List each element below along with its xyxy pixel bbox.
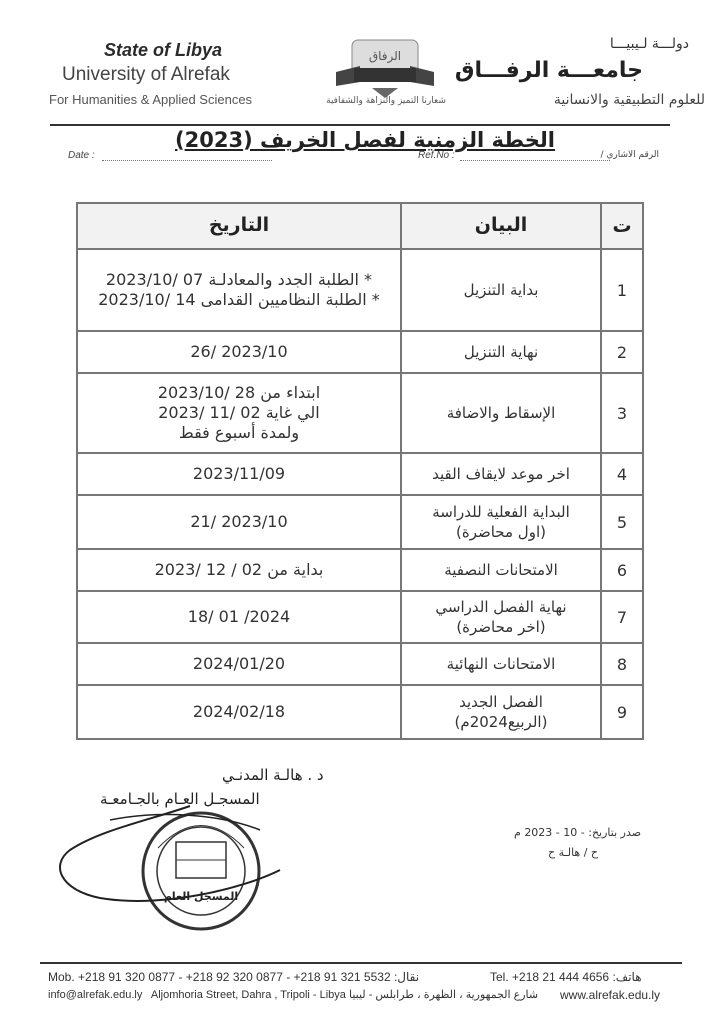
- footer-mobile: Mob. +218 91 320 0877 - +218 92 320 0877 - +218 91 321 5532 :نقال: [48, 970, 420, 984]
- row-desc: الامتحانات النهائية: [401, 643, 601, 685]
- row-date-line: بداية من 02 / 12 /2023: [154, 560, 324, 579]
- row-desc: [401, 685, 601, 739]
- table-row: [77, 331, 643, 373]
- row-num: 7: [601, 591, 643, 643]
- row-desc-line: نهاية الفصل الدراسي: [435, 597, 567, 616]
- ref-field-line: [460, 160, 610, 161]
- en-university-name: University of Alrefak: [62, 64, 230, 85]
- row-desc: نهاية التنزيل: [401, 331, 601, 373]
- schedule-table: [76, 202, 644, 740]
- issued-ref: ح / هالـة ح: [548, 846, 599, 859]
- university-logo: [332, 36, 438, 102]
- row-desc-line: البداية الفعلية للدراسة: [432, 502, 570, 521]
- row-desc-line: (اخر محاضرة): [456, 618, 546, 636]
- table-row: [77, 495, 643, 549]
- row-desc-line: الفصل الجديد: [459, 692, 543, 711]
- header-date: التاريخ: [77, 203, 401, 249]
- row-date: [77, 685, 401, 739]
- table-row: [77, 643, 643, 685]
- logo-text: الرفاق: [368, 49, 402, 63]
- row-date-line: 2024/02/18: [192, 702, 286, 721]
- row-num: 8: [601, 643, 643, 685]
- row-date: [77, 331, 401, 373]
- signatory-name: د . هالـة المدنـي: [222, 766, 324, 784]
- row-date: [77, 643, 401, 685]
- header-divider: [50, 124, 670, 126]
- row-date-line: الي غاية 02 /11 /2023: [158, 403, 320, 422]
- footer-email: info@alrefak.edu.ly: [48, 989, 143, 1001]
- row-num: 2: [601, 331, 643, 373]
- ref-label: Ref.No :: [418, 150, 455, 161]
- ar-state-name: دولـــة لـيبيـــا: [609, 36, 689, 52]
- row-desc: بداية التنزيل: [401, 249, 601, 331]
- row-date-line: 2023/11/09: [192, 464, 286, 483]
- date-label: Date :: [68, 150, 95, 161]
- issued-date: صدر بتاريخ: - 10 - 2023 م: [514, 826, 642, 839]
- ar-university-name: جامعـــة الرفـــاق: [454, 58, 643, 83]
- row-date-line: ولمدة أسبوع فقط: [178, 423, 300, 442]
- table-row: [77, 249, 643, 331]
- row-date-line: * الطلبة الجدد والمعادلـة 07 /2023/10: [105, 270, 373, 289]
- row-num: 3: [601, 373, 643, 453]
- row-num: 1: [601, 249, 643, 331]
- row-desc: [401, 495, 601, 549]
- footer-tel: Tel. +218 21 444 4656 :هاتف: [490, 970, 642, 984]
- row-date-line: * الطلبة النظاميين القدامى 14 /2023/10: [98, 290, 380, 309]
- footer-web: www.alrefak.edu.ly: [560, 988, 661, 1002]
- row-date: [77, 495, 401, 549]
- row-date: [77, 591, 401, 643]
- row-num: 5: [601, 495, 643, 549]
- header-num: ت: [601, 203, 643, 249]
- row-desc: اخر موعد لايقاف القيد: [401, 453, 601, 495]
- row-desc: الامتحانات النصفية: [401, 549, 601, 591]
- table-row: [77, 373, 643, 453]
- seal-text: المسجل العام: [163, 890, 239, 903]
- table-row: [77, 591, 643, 643]
- row-num: 6: [601, 549, 643, 591]
- row-date: [77, 249, 401, 331]
- footer-address: Aljomhoria Street, Dahra , Tripoli - Libya شارع الجمهورية ، الظهرة ، طرابلس - ليبيا: [150, 989, 539, 1001]
- handwritten-signature: [40, 790, 300, 930]
- row-date-line: 2023/10 /26: [190, 342, 288, 361]
- row-desc: [401, 591, 601, 643]
- table-row: [77, 685, 643, 739]
- en-state-name: State of Libya: [104, 40, 223, 60]
- ar-university-subtitle: للعلوم التطبيقية والانسانية: [553, 92, 705, 108]
- table-row: [77, 453, 643, 495]
- footer-divider: [40, 962, 682, 964]
- row-num: 9: [601, 685, 643, 739]
- university-motto: شعارنا التميز والنزاهة والشفافية: [326, 96, 446, 106]
- row-desc: الإسقاط والاضافة: [401, 373, 601, 453]
- row-date-line: 2023/10 /21: [190, 512, 288, 531]
- en-university-subtitle: For Humanities & Applied Sciences: [49, 92, 253, 107]
- document-title: الخطة الزمنية لفصل الخريف (2023): [175, 128, 555, 152]
- header-desc: البيان: [401, 203, 601, 249]
- row-desc-line: (الربيع2024م): [454, 713, 548, 731]
- row-date-line: 2024/ 01 /18: [187, 607, 291, 626]
- date-field-line: [102, 160, 272, 161]
- signatory-title: المسجـل العـام بالجـامعـة: [100, 790, 260, 808]
- ref-ar-label: الرقم الاشاري /: [600, 150, 659, 160]
- row-date: [77, 373, 401, 453]
- footer-contact: [48, 988, 538, 1001]
- table-row: [77, 549, 643, 591]
- table-header-row: [77, 203, 643, 249]
- row-date-line: 2024/01/20: [192, 654, 286, 673]
- row-num: 4: [601, 453, 643, 495]
- row-date: [77, 549, 401, 591]
- row-date: [77, 453, 401, 495]
- row-desc-line: (اول محاضرة): [456, 523, 546, 541]
- row-date-line: ابتداء من 28 /2023/10: [157, 383, 321, 402]
